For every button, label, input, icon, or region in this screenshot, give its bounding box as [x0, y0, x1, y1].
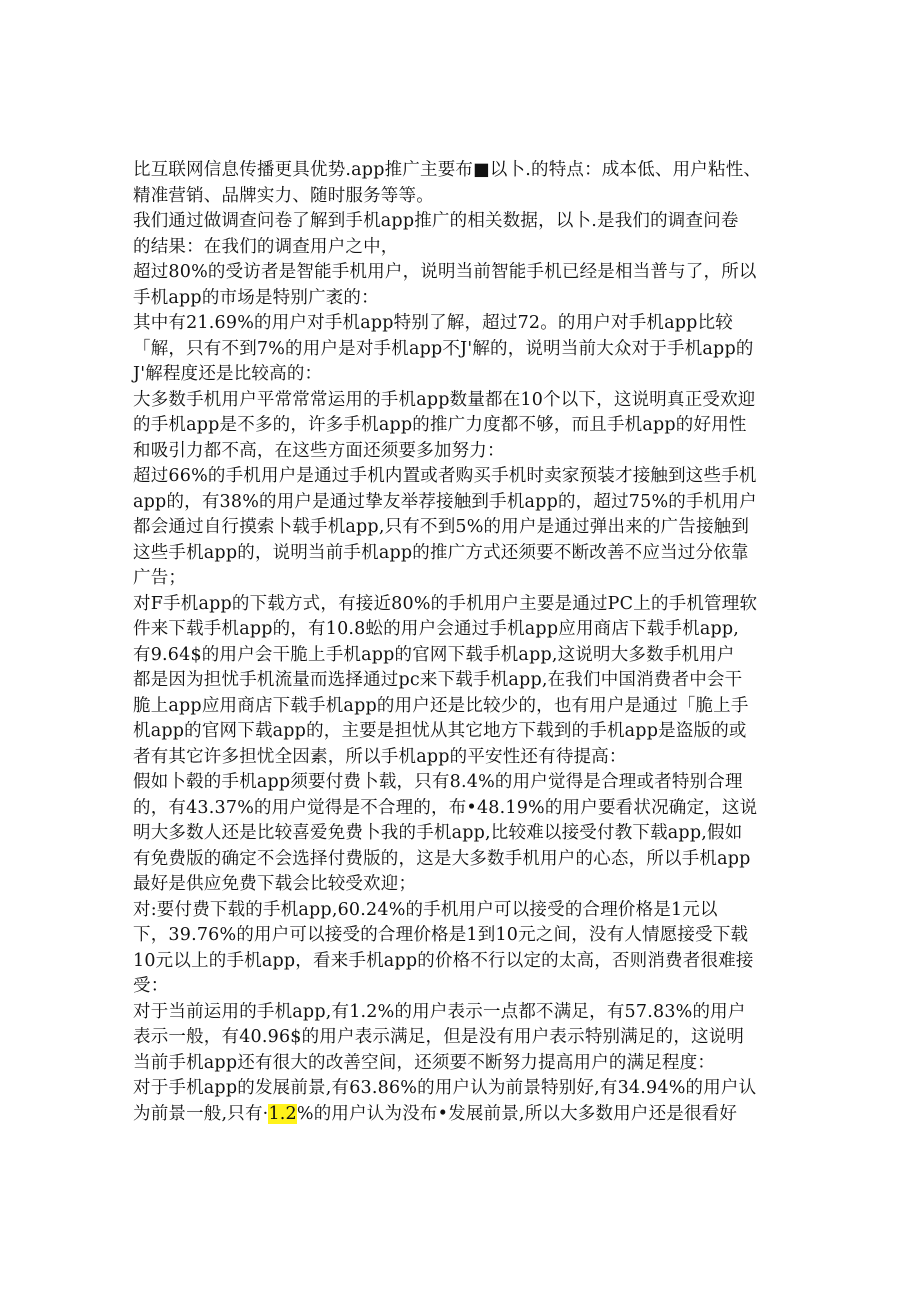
text-segment: 为前景一般,只有·: [133, 1103, 269, 1124]
text-line: 当前手机app还有很大的改善空间，还须要不断努力提高用户的满足程度：: [133, 1052, 716, 1073]
text-line: 下，39.76%的用户可以接受的合理价格是1到10元之间，没有人情愿接受下载: [133, 925, 749, 945]
text-line: J'解程度还是比较高的：: [133, 364, 323, 384]
text-line: 手机app的市场是特别广袤的：: [133, 287, 379, 308]
text-line: 对:要付费下载的手机app,60.24%的手机用户可以接受的合理价格是1元以: [133, 899, 718, 920]
text-segment: %的用户认为没布•发展前景,所以大多数用户还是很看好: [296, 1103, 738, 1124]
text-line: 比互联网信息传播更具优势.app推广主要布■以卜.的特点：成本低、用户粘性、: [133, 160, 762, 180]
text-line: 明大多数人还是比较喜爱免费卜我的手机app,比较难以接受付教下载app,假如: [133, 823, 743, 843]
text-line: 其中有21.69%的用户对手机app特别了解，超过72。的用户对手机app比较: [133, 313, 733, 333]
text-line: 精准营销、品牌实力、随时服务等等。: [133, 185, 434, 206]
text-line: 件来下载手机app的，有10.8蚣的用户会通过手机app应用商店下载手机app,: [133, 619, 740, 639]
text-line: 大多数手机用户平常常常运用的手机app数量都在10个以下，这说明真正受欢迎: [133, 389, 756, 410]
text-line: 的，有43.37%的用户觉得是不合理的，布•48.19%的用户要看状况确定，这说: [133, 797, 758, 818]
text-line: 对F手机app的下载方式，有接近80%的手机用户主要是通过PC上的手机管理软: [133, 593, 758, 614]
text-line-last: [133, 1102, 783, 1128]
text-line: 「解，只有不到7%的用户是对手机app不J'解的，说明当前大众对于手机app的: [133, 338, 754, 359]
text-line: 假如卜毂的手机app须要付费卜载，只有8.4%的用户觉得是合理或者特别合理: [133, 772, 743, 792]
text-line: 超过66%的手机用户是通过手机内置或者购买手机时卖家预装才接触到这些手机: [133, 466, 757, 486]
text-line: 10元以上的手机app，看来手机app的价格不行以定的太高，否则消费者很难接: [133, 950, 754, 971]
text-line: 我们通过做调查问卷了解到手机app推广的相关数据，以卜.是我们的调查问卷: [133, 211, 739, 231]
text-line: 机app的官网下载app的，主要是担忧从其它地方下载到的手机app是盗版的或: [133, 721, 747, 741]
text-line: 的手机app是不多的，许多手机app的推广力度都不够，而且手机app的好用性: [133, 415, 747, 435]
text-line: 表示一般，有40.96$的用户表示满足，但是没有用户表示特别满足的，这说明: [133, 1027, 745, 1047]
text-line: 最好是供应免费下载会比较受欢迎；: [133, 874, 417, 894]
text-line: app的，有38%的用户是通过挚友举荐接触到手机app的，超过75%的手机用户: [133, 491, 757, 512]
highlighted-text: 1.2: [268, 1103, 297, 1124]
text-line: 都是因为担忧手机流量而选择通过pc来下载手机app,在我们中国消费者中会干: [133, 670, 743, 690]
text-line: 的结果：在我们的调查用户之中，: [133, 236, 399, 257]
text-line: 超过80%的受访者是智能手机用户，说明当前智能手机已经是相当普与了，所以: [133, 262, 757, 282]
text-line: 者有其它许多担忧全因素，所以手机app的平安性还有待提高：: [133, 746, 627, 767]
document-body: [133, 158, 783, 1127]
text-line: 脆上app应用商店下载手机app的用户还是比较少的，也有用户是通过「脆上手: [133, 695, 749, 716]
text-line: 有9.64$的用户会干脆上手机app的官网下载手机app,这说明大多数手机用户: [133, 644, 735, 665]
text-line: 有免费版的确定不会选择付费版的，这是大多数手机用户的心态，所以手机app: [133, 848, 751, 869]
text-line: 都会通过自行摸索卜载手机app,只有不到5%的用户是通过弹出来的广告接触到: [133, 517, 750, 537]
text-line: 和吸引力都不高，在这些方面还须要多加努力：: [133, 440, 505, 461]
text-line: 对于手机app的发展前景,有63.86%的用户认为前景特别好,有34.94%的用户认: [133, 1078, 757, 1098]
text-line: 受：: [133, 976, 169, 996]
text-line: 广告；: [133, 568, 187, 588]
text-line: 这些手机app的，说明当前手机app的推广方式还须要不断改善不应当过分依靠: [133, 542, 749, 563]
text-line: 对于当前运用的手机app,有1.2%的用户表示一点都不满足，有57.83%的用户: [133, 1001, 746, 1022]
